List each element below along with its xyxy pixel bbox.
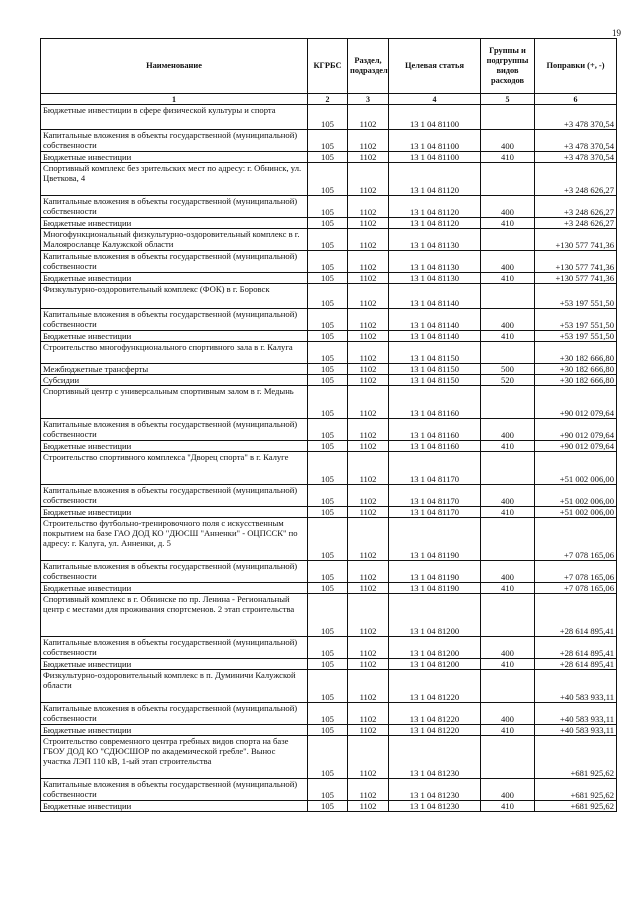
row-expense-group: 410: [481, 659, 535, 670]
row-name: Бюджетные инвестиции: [41, 507, 308, 518]
row-section: 1102: [348, 419, 389, 441]
row-amount: +681 925,62: [535, 736, 617, 779]
row-section: 1102: [348, 561, 389, 583]
row-target-article: 13 1 04 81230: [389, 736, 481, 779]
column-number: 1: [41, 94, 308, 105]
row-expense-group: 410: [481, 507, 535, 518]
row-amount: +51 002 006,00: [535, 485, 617, 507]
row-expense-group: 400: [481, 561, 535, 583]
row-kgrbs: 105: [308, 779, 348, 801]
row-expense-group: 400: [481, 309, 535, 331]
row-expense-group: [481, 518, 535, 561]
row-name: Субсидии: [41, 375, 308, 386]
row-kgrbs: 105: [308, 801, 348, 812]
row-expense-group: 410: [481, 152, 535, 163]
row-kgrbs: 105: [308, 703, 348, 725]
row-amount: +130 577 741,36: [535, 273, 617, 284]
row-kgrbs: 105: [308, 507, 348, 518]
table-body: [41, 105, 617, 812]
row-amount: +681 925,62: [535, 801, 617, 812]
row-expense-group: [481, 284, 535, 309]
row-kgrbs: 105: [308, 218, 348, 229]
header-name: Наименование: [41, 39, 308, 94]
row-amount: +28 614 895,41: [535, 594, 617, 637]
header-amount: Поправки (+, -): [535, 39, 617, 94]
row-section: 1102: [348, 375, 389, 386]
row-amount: +3 478 370,54: [535, 152, 617, 163]
table-row: [41, 441, 617, 452]
table-row: [41, 419, 617, 441]
header-target: Целевая статья: [389, 39, 481, 94]
table-row: [41, 507, 617, 518]
row-name: Бюджетные инвестиции: [41, 659, 308, 670]
page-number: 19: [612, 28, 621, 38]
row-section: 1102: [348, 229, 389, 251]
row-section: 1102: [348, 485, 389, 507]
row-kgrbs: 105: [308, 736, 348, 779]
row-section: 1102: [348, 364, 389, 375]
row-target-article: 13 1 04 81140: [389, 284, 481, 309]
row-amount: +40 583 933,11: [535, 725, 617, 736]
row-target-article: 13 1 04 81120: [389, 218, 481, 229]
row-kgrbs: 105: [308, 130, 348, 152]
row-name: Бюджетные инвестиции: [41, 583, 308, 594]
header-kgrbs: КГРБС: [308, 39, 348, 94]
row-section: 1102: [348, 196, 389, 218]
table-row: [41, 561, 617, 583]
row-expense-group: [481, 386, 535, 419]
row-expense-group: [481, 229, 535, 251]
row-target-article: 13 1 04 81130: [389, 229, 481, 251]
row-expense-group: 400: [481, 485, 535, 507]
column-number-row: [41, 94, 617, 105]
table-header-row: [41, 39, 617, 94]
row-section: 1102: [348, 130, 389, 152]
row-amount: +90 012 079,64: [535, 419, 617, 441]
row-target-article: 13 1 04 81150: [389, 375, 481, 386]
row-amount: +28 614 895,41: [535, 659, 617, 670]
row-name: Физкультурно-оздоровительный комплекс в п. Думиничи Калужской области: [41, 670, 308, 703]
table-row: [41, 342, 617, 364]
header-group: Группы и подгруппы видов расходов: [481, 39, 535, 94]
row-name: Спортивный комплекс без зрительских мест по адресу: г. Обнинск, ул. Цветкова, 4: [41, 163, 308, 196]
row-expense-group: 410: [481, 331, 535, 342]
row-expense-group: 410: [481, 441, 535, 452]
row-name: Строительство спортивного комплекса "Дворец спорта" в г. Калуге: [41, 452, 308, 485]
row-amount: +28 614 895,41: [535, 637, 617, 659]
row-amount: +3 248 626,27: [535, 163, 617, 196]
row-amount: +30 182 666,80: [535, 375, 617, 386]
row-expense-group: 500: [481, 364, 535, 375]
row-amount: +7 078 165,06: [535, 518, 617, 561]
row-expense-group: 400: [481, 196, 535, 218]
row-kgrbs: 105: [308, 273, 348, 284]
table-row: [41, 485, 617, 507]
table-row: [41, 637, 617, 659]
row-section: 1102: [348, 251, 389, 273]
column-number: 2: [308, 94, 348, 105]
row-section: 1102: [348, 309, 389, 331]
table-row: [41, 725, 617, 736]
row-expense-group: 400: [481, 251, 535, 273]
row-target-article: 13 1 04 81150: [389, 364, 481, 375]
row-name: Бюджетные инвестиции: [41, 218, 308, 229]
row-kgrbs: 105: [308, 637, 348, 659]
row-amount: +53 197 551,50: [535, 309, 617, 331]
row-name: Бюджетные инвестиции: [41, 441, 308, 452]
row-section: 1102: [348, 703, 389, 725]
row-kgrbs: 105: [308, 331, 348, 342]
row-target-article: 13 1 04 81160: [389, 441, 481, 452]
row-amount: +7 078 165,06: [535, 561, 617, 583]
row-target-article: 13 1 04 81100: [389, 130, 481, 152]
row-target-article: 13 1 04 81190: [389, 561, 481, 583]
row-target-article: 13 1 04 81190: [389, 518, 481, 561]
row-section: 1102: [348, 659, 389, 670]
row-kgrbs: 105: [308, 251, 348, 273]
row-name: Капитальные вложения в объекты государственной (муниципальной) собственности: [41, 637, 308, 659]
row-kgrbs: 105: [308, 375, 348, 386]
row-amount: +53 197 551,50: [535, 331, 617, 342]
row-target-article: 13 1 04 81220: [389, 725, 481, 736]
budget-table: [40, 38, 617, 812]
row-expense-group: 520: [481, 375, 535, 386]
table-row: [41, 452, 617, 485]
table-row: [41, 594, 617, 637]
row-section: 1102: [348, 331, 389, 342]
table-row: [41, 273, 617, 284]
row-section: 1102: [348, 284, 389, 309]
row-amount: +40 583 933,11: [535, 670, 617, 703]
row-kgrbs: 105: [308, 561, 348, 583]
row-kgrbs: 105: [308, 670, 348, 703]
row-amount: +130 577 741,36: [535, 251, 617, 273]
row-amount: +30 182 666,80: [535, 364, 617, 375]
row-expense-group: 400: [481, 703, 535, 725]
column-number: 4: [389, 94, 481, 105]
table-row: [41, 163, 617, 196]
row-target-article: 13 1 04 81120: [389, 163, 481, 196]
row-amount: +681 925,62: [535, 779, 617, 801]
row-section: 1102: [348, 583, 389, 594]
row-target-article: 13 1 04 81100: [389, 105, 481, 130]
row-amount: +51 002 006,00: [535, 507, 617, 518]
row-name: Строительство футбольно-тренировочного поля с искусственным покрытием на базе ГАО ДОД КО "ДЮСШ "Анненки" - ОЦПССК" по адресу: г. Калуга, ул. Анненки, д. 5: [41, 518, 308, 561]
row-amount: +90 012 079,64: [535, 441, 617, 452]
row-name: Спортивный комплекс в г. Обнинске по пр. Ленина - Региональный центр с местами для проживания спортсменов. 2 этап строительства: [41, 594, 308, 637]
table-row: [41, 703, 617, 725]
row-name: Бюджетные инвестиции в сфере физической культуры и спорта: [41, 105, 308, 130]
row-target-article: 13 1 04 81200: [389, 637, 481, 659]
row-expense-group: 400: [481, 130, 535, 152]
row-section: 1102: [348, 273, 389, 284]
row-kgrbs: 105: [308, 284, 348, 309]
row-expense-group: [481, 670, 535, 703]
row-target-article: 13 1 04 81170: [389, 507, 481, 518]
row-expense-group: 400: [481, 419, 535, 441]
row-name: Капитальные вложения в объекты государственной (муниципальной) собственности: [41, 196, 308, 218]
row-name: Бюджетные инвестиции: [41, 273, 308, 284]
row-amount: +7 078 165,06: [535, 583, 617, 594]
row-name: Капитальные вложения в объекты государственной (муниципальной) собственности: [41, 309, 308, 331]
row-kgrbs: 105: [308, 364, 348, 375]
row-amount: +30 182 666,80: [535, 342, 617, 364]
row-section: 1102: [348, 218, 389, 229]
row-kgrbs: 105: [308, 583, 348, 594]
row-kgrbs: 105: [308, 309, 348, 331]
table-row: [41, 284, 617, 309]
row-kgrbs: 105: [308, 386, 348, 419]
row-section: 1102: [348, 163, 389, 196]
row-section: 1102: [348, 452, 389, 485]
row-target-article: 13 1 04 81190: [389, 583, 481, 594]
row-target-article: 13 1 04 81200: [389, 659, 481, 670]
row-section: 1102: [348, 386, 389, 419]
table-row: [41, 375, 617, 386]
row-kgrbs: 105: [308, 163, 348, 196]
row-amount: +130 577 741,36: [535, 229, 617, 251]
row-amount: +51 002 006,00: [535, 452, 617, 485]
table-row: [41, 364, 617, 375]
row-section: 1102: [348, 637, 389, 659]
row-name: Капитальные вложения в объекты государственной (муниципальной) собственности: [41, 251, 308, 273]
row-kgrbs: 105: [308, 152, 348, 163]
row-expense-group: 410: [481, 273, 535, 284]
table-row: [41, 229, 617, 251]
table-row: [41, 251, 617, 273]
row-section: 1102: [348, 342, 389, 364]
row-kgrbs: 105: [308, 105, 348, 130]
column-number: 5: [481, 94, 535, 105]
row-target-article: 13 1 04 81160: [389, 386, 481, 419]
row-section: 1102: [348, 779, 389, 801]
row-name: Строительство современного центра гребных видов спорта на базе ГБОУ ДОД КО "СДЮСШОР по академической гребле". Вынос участка ЛЭП 110 кВ, 1-ый этап строительства: [41, 736, 308, 779]
row-target-article: 13 1 04 81230: [389, 801, 481, 812]
row-section: 1102: [348, 507, 389, 518]
row-kgrbs: 105: [308, 419, 348, 441]
table-row: [41, 152, 617, 163]
row-kgrbs: 105: [308, 659, 348, 670]
table-row: [41, 518, 617, 561]
row-expense-group: [481, 342, 535, 364]
row-target-article: 13 1 04 81160: [389, 419, 481, 441]
row-expense-group: [481, 163, 535, 196]
row-kgrbs: 105: [308, 196, 348, 218]
row-name: Капитальные вложения в объекты государственной (муниципальной) собственности: [41, 561, 308, 583]
row-amount: +3 248 626,27: [535, 218, 617, 229]
row-amount: +40 583 933,11: [535, 703, 617, 725]
row-name: Капитальные вложения в объекты государственной (муниципальной) собственности: [41, 485, 308, 507]
row-kgrbs: 105: [308, 594, 348, 637]
row-section: 1102: [348, 152, 389, 163]
row-section: 1102: [348, 594, 389, 637]
row-name: Бюджетные инвестиции: [41, 725, 308, 736]
row-name: Капитальные вложения в объекты государственной (муниципальной) собственности: [41, 419, 308, 441]
row-expense-group: [481, 736, 535, 779]
row-section: 1102: [348, 518, 389, 561]
row-amount: +3 478 370,54: [535, 105, 617, 130]
table-row: [41, 196, 617, 218]
row-target-article: 13 1 04 81220: [389, 703, 481, 725]
row-section: 1102: [348, 441, 389, 452]
table-row: [41, 583, 617, 594]
table-row: [41, 670, 617, 703]
row-name: Бюджетные инвестиции: [41, 801, 308, 812]
row-expense-group: 410: [481, 725, 535, 736]
row-target-article: 13 1 04 81130: [389, 251, 481, 273]
row-kgrbs: 105: [308, 518, 348, 561]
row-name: Физкультурно-оздоровительный комплекс (ФОК) в г. Боровск: [41, 284, 308, 309]
row-name: Капитальные вложения в объекты государственной (муниципальной) собственности: [41, 779, 308, 801]
column-number: 3: [348, 94, 389, 105]
row-section: 1102: [348, 670, 389, 703]
row-name: Строительство многофункционального спортивного зала в г. Калуга: [41, 342, 308, 364]
row-target-article: 13 1 04 81130: [389, 273, 481, 284]
row-section: 1102: [348, 105, 389, 130]
table-row: [41, 386, 617, 419]
row-target-article: 13 1 04 81120: [389, 196, 481, 218]
row-kgrbs: 105: [308, 441, 348, 452]
table-row: [41, 309, 617, 331]
row-kgrbs: 105: [308, 342, 348, 364]
table-row: [41, 130, 617, 152]
row-section: 1102: [348, 801, 389, 812]
column-number: 6: [535, 94, 617, 105]
row-section: 1102: [348, 736, 389, 779]
row-name: Капитальные вложения в объекты государственной (муниципальной) собственности: [41, 130, 308, 152]
row-target-article: 13 1 04 81170: [389, 485, 481, 507]
row-name: Бюджетные инвестиции: [41, 152, 308, 163]
row-name: Межбюджетные трансферты: [41, 364, 308, 375]
row-amount: +53 197 551,50: [535, 284, 617, 309]
row-name: Бюджетные инвестиции: [41, 331, 308, 342]
row-expense-group: [481, 594, 535, 637]
row-target-article: 13 1 04 81140: [389, 309, 481, 331]
row-expense-group: 400: [481, 637, 535, 659]
row-expense-group: 410: [481, 801, 535, 812]
row-amount: +90 012 079,64: [535, 386, 617, 419]
table-row: [41, 218, 617, 229]
row-target-article: 13 1 04 81170: [389, 452, 481, 485]
row-expense-group: [481, 105, 535, 130]
row-target-article: 13 1 04 81140: [389, 331, 481, 342]
row-kgrbs: 105: [308, 229, 348, 251]
row-amount: +3 478 370,54: [535, 130, 617, 152]
table-row: [41, 779, 617, 801]
row-name: Многофункциональный физкультурно-оздоровительный комплекс в г. Малоярославце Калужской области: [41, 229, 308, 251]
row-name: Спортивный центр с универсальным спортивным залом в г. Медынь: [41, 386, 308, 419]
row-target-article: 13 1 04 81100: [389, 152, 481, 163]
table-row: [41, 801, 617, 812]
header-section: Раздел, подраздел: [348, 39, 389, 94]
row-expense-group: 400: [481, 779, 535, 801]
row-kgrbs: 105: [308, 725, 348, 736]
row-expense-group: [481, 452, 535, 485]
row-target-article: 13 1 04 81150: [389, 342, 481, 364]
row-expense-group: 410: [481, 583, 535, 594]
row-kgrbs: 105: [308, 452, 348, 485]
row-target-article: 13 1 04 81220: [389, 670, 481, 703]
table-row: [41, 736, 617, 779]
table-row: [41, 105, 617, 130]
row-section: 1102: [348, 725, 389, 736]
row-target-article: 13 1 04 81230: [389, 779, 481, 801]
row-target-article: 13 1 04 81200: [389, 594, 481, 637]
row-amount: +3 248 626,27: [535, 196, 617, 218]
row-kgrbs: 105: [308, 485, 348, 507]
row-name: Капитальные вложения в объекты государственной (муниципальной) собственности: [41, 703, 308, 725]
row-expense-group: 410: [481, 218, 535, 229]
table-row: [41, 331, 617, 342]
table-row: [41, 659, 617, 670]
